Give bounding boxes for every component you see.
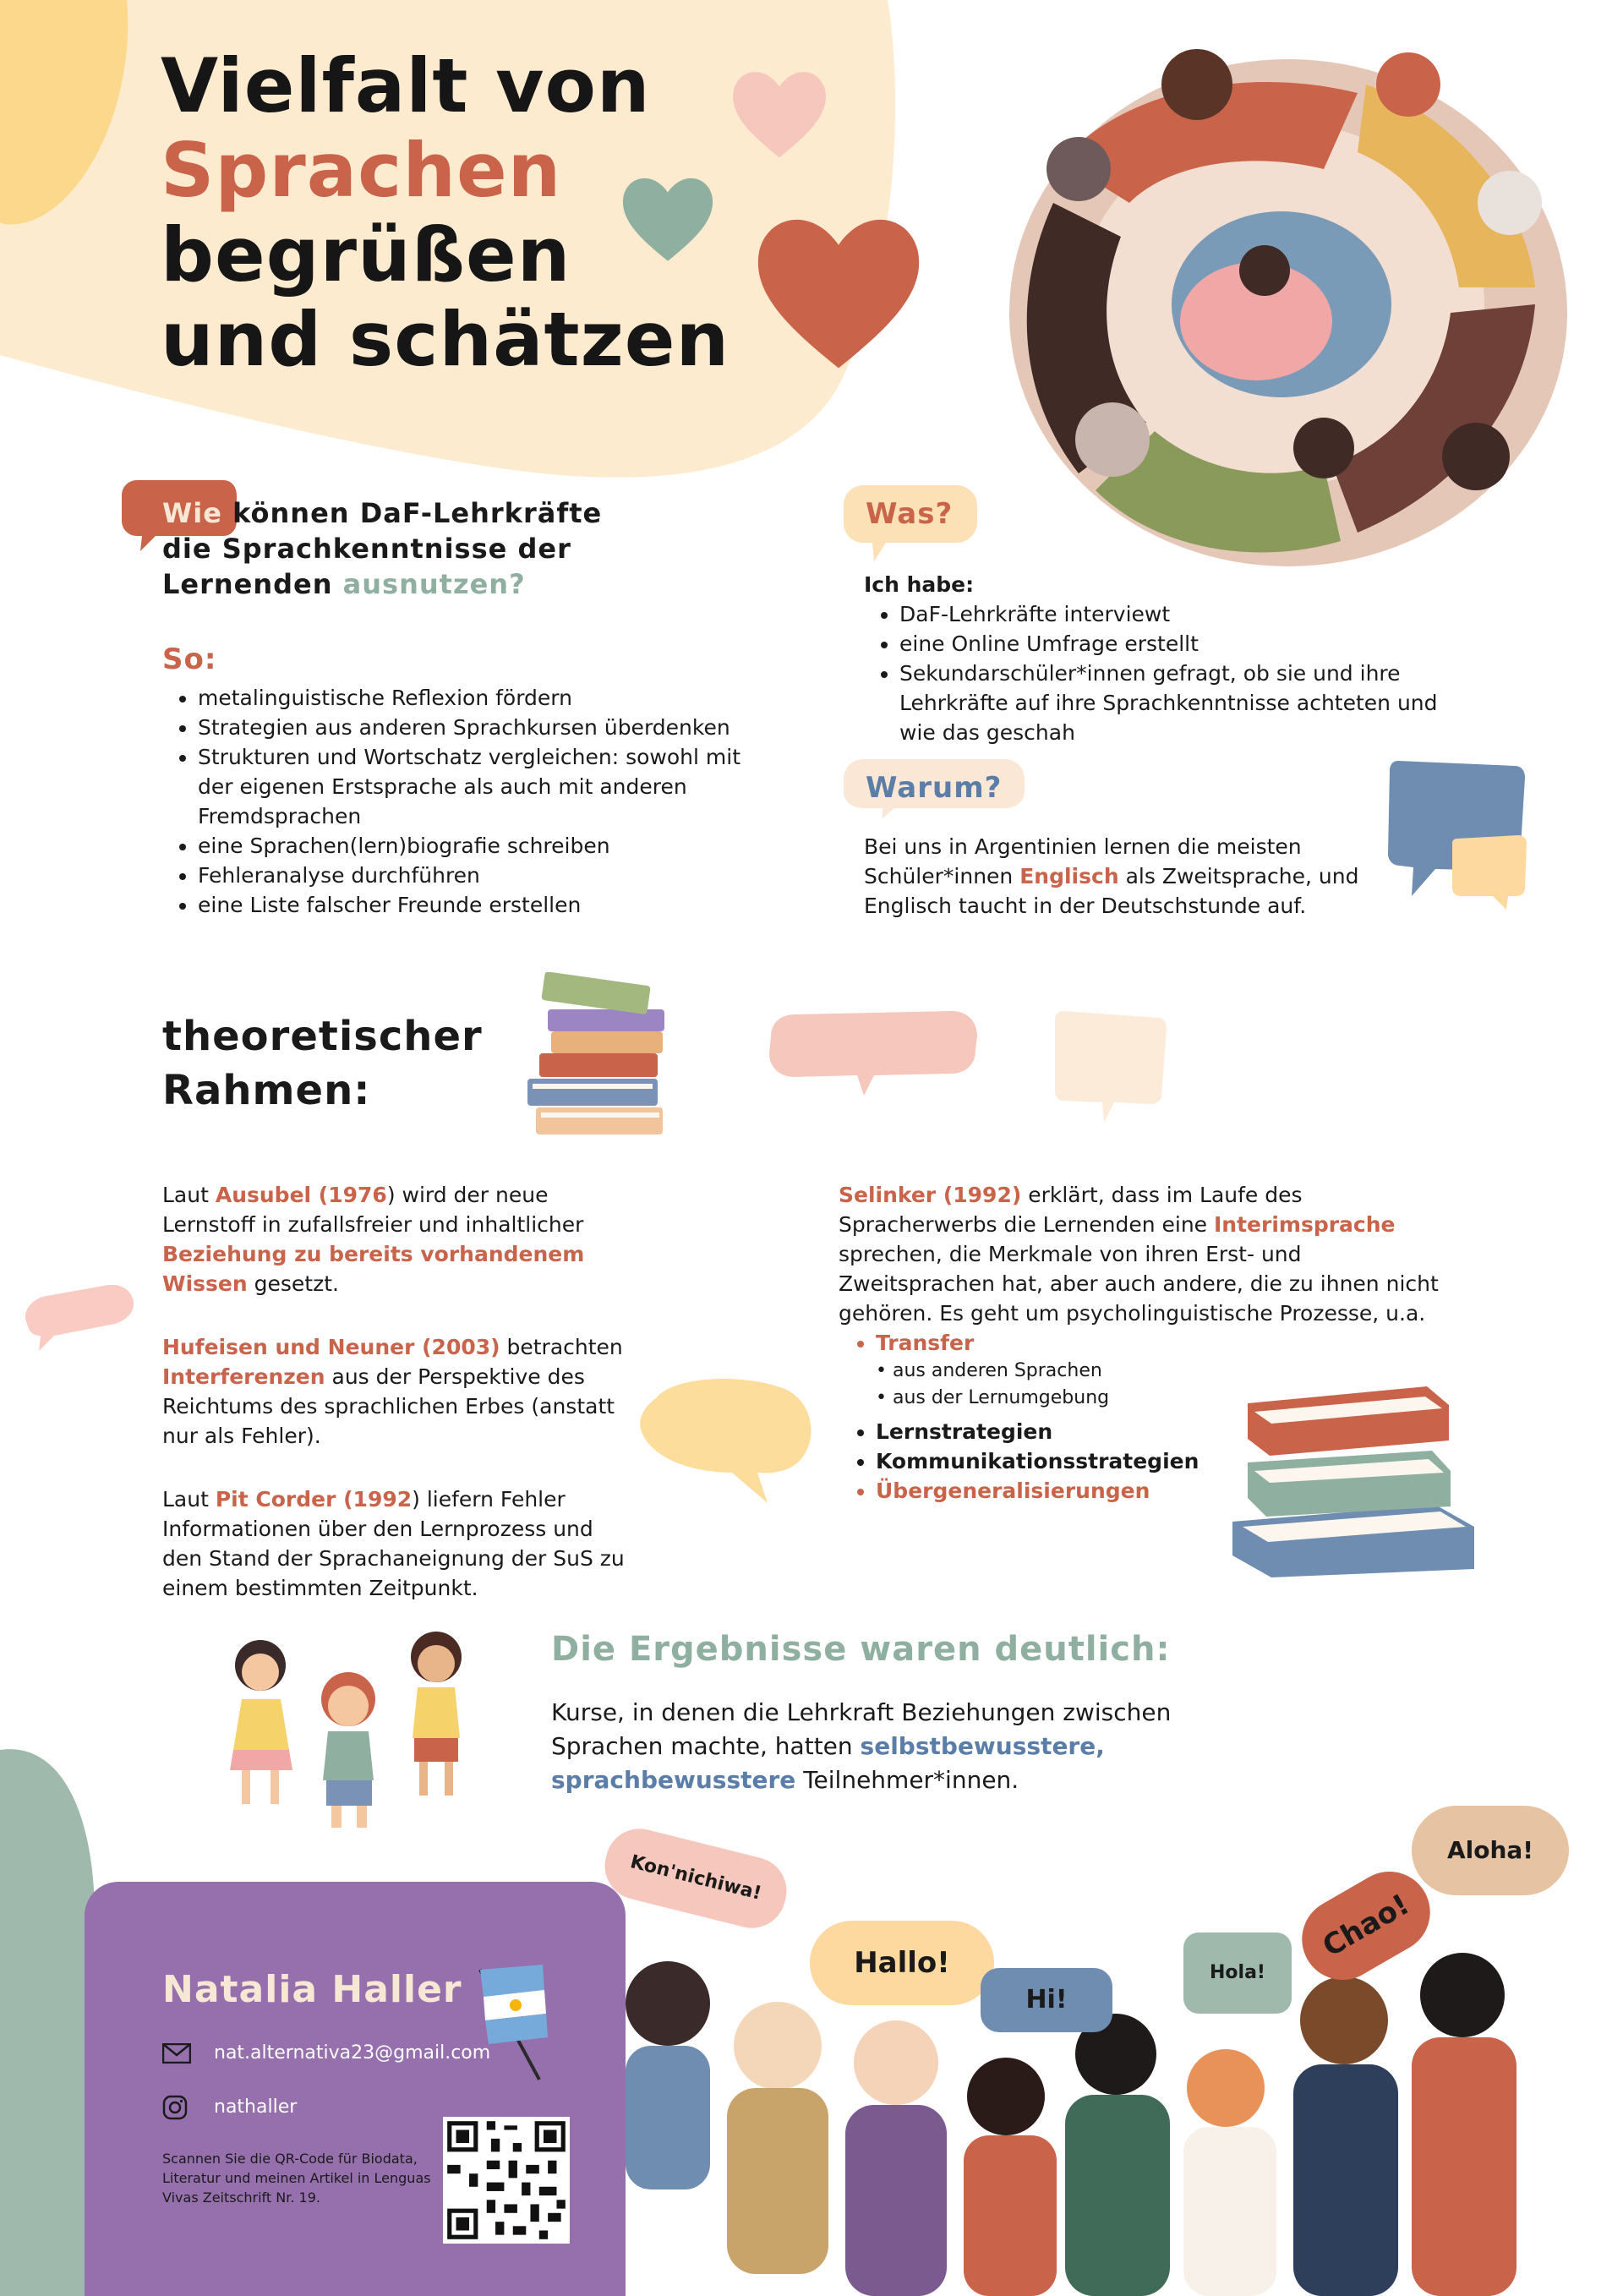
wie-question: [162, 495, 686, 602]
was-label: Was?: [866, 497, 954, 531]
results-accent: selbstbewusstere, sprachbewusstere: [551, 1732, 1105, 1794]
instagram-handle[interactable]: nathaller: [214, 2096, 298, 2118]
greeting-text: Hi!: [1025, 1985, 1068, 2014]
community-circle-illustration: [1003, 34, 1574, 575]
title-line-4: und schätzen: [161, 296, 730, 383]
book-stack-large-icon: [1232, 1378, 1474, 1577]
mail-icon: [162, 2043, 191, 2064]
theory-title-line-1: theoretischer: [162, 1013, 483, 1060]
so-label: So:: [162, 642, 217, 676]
list-item: • Fehleranalyse durchführen: [198, 861, 781, 890]
page-title: [161, 44, 730, 382]
hufeisen-mid: betrachten: [500, 1335, 623, 1359]
list-item: • eine Liste falscher Freunde erstellen: [198, 890, 781, 920]
theory-title-line-2: Rahmen:: [162, 1067, 371, 1114]
ausubel-paragraph: [162, 1180, 636, 1298]
corder-paragraph: [162, 1484, 636, 1603]
greeting-bubble: [1412, 1806, 1569, 1895]
instagram-icon: [162, 2095, 188, 2120]
ausubel-accent: Beziehung zu bereits vorhandenem Wissen: [162, 1242, 585, 1296]
email-row[interactable]: [162, 2042, 490, 2064]
corder-name: Pit Corder (1992: [215, 1487, 413, 1512]
selinker-post: sprechen, die Merkmale von ihren Erst- und Zweitsprachen hat, aber auch andere, die zu ihnen nicht gehören. Es geht um psycholinguistische Prozesse, u.a.: [839, 1242, 1439, 1326]
title-line-2: Sprachen: [161, 127, 562, 214]
title-line-1: Vielfalt von: [161, 42, 651, 129]
corder-pre: Laut: [162, 1487, 216, 1512]
wie-text-1: können DaF-Lehrkräfte: [221, 497, 603, 529]
greeting-text: Hola!: [1210, 1962, 1265, 1983]
instagram-row[interactable]: [162, 2095, 297, 2120]
argentina-flag-icon: [463, 1961, 556, 2088]
qr-code[interactable]: [443, 2117, 570, 2244]
heart-icon-orange: [751, 203, 926, 385]
title-line-3: begrüßen: [161, 211, 571, 298]
list-item: • metalinguistische Reflexion fördern: [198, 683, 781, 713]
greeting-bubble: [981, 1968, 1112, 2032]
warum-text: [864, 832, 1371, 921]
so-list: [162, 683, 781, 920]
list-item: • DaF-Lehrkräfte interviewt: [899, 599, 1456, 629]
wie-highlight: Wie: [162, 497, 222, 529]
ausubel-post: gesetzt.: [247, 1271, 339, 1296]
cream-speech-bubble: [1055, 1011, 1167, 1123]
greeting-text: Hallo!: [854, 1946, 950, 1980]
warum-label: Warum?: [866, 771, 1003, 805]
greeting-text: Chao!: [1316, 1887, 1416, 1965]
list-item: • aus der Lernumgebung: [876, 1385, 1447, 1412]
list-item: • Sekundarschüler*innen gefragt, ob sie und ihre Lehrkräfte auf ihre Sprachkenntnisse achteten und wie das geschah: [899, 659, 1456, 747]
jumping-kids-illustration: [208, 1632, 495, 1834]
wie-text-3: Lernenden: [162, 568, 343, 600]
greeting-bubble: [810, 1921, 994, 2005]
people-row-illustration: [558, 1902, 1623, 2296]
greeting-bubble: [1183, 1932, 1292, 2014]
list-item: • Strategien aus anderen Sprachkursen überdenken: [198, 713, 781, 742]
results-text: [551, 1696, 1194, 1797]
corder-post: ) liefern Fehler Informationen über den Lernprozess und den Stand der Sprachaneignung der SuS zu einem bestimmten Zeitpunkt.: [162, 1487, 625, 1600]
list-item: • Strukturen und Wortschatz vergleichen: sowohl mit der eigenen Erstsprache als auch mit anderen Fremdsprachen: [198, 742, 781, 831]
process-item: • Lernstrategien: [876, 1417, 1447, 1446]
selinker-mid: erklärt, dass im Laufe des Spracherwerbs die Lernenden eine: [839, 1183, 1303, 1237]
process-item: • Übergeneralisierungen: [876, 1476, 1447, 1506]
ausubel-mid: ) wird der neue Lernstoff in zufallsfreier und inhaltlicher: [162, 1183, 584, 1237]
ausubel-name: Ausubel (1976: [215, 1183, 387, 1207]
process-transfer: • Transfer: [876, 1328, 1447, 1358]
hufeisen-name: Hufeisen und Neuner (2003): [162, 1335, 500, 1359]
pink-speech-bubble: [769, 1011, 977, 1099]
yellow-speech-bubble: [639, 1373, 815, 1503]
author-name: Natalia Haller: [162, 1968, 462, 2011]
theory-left-column: [162, 1180, 636, 1637]
warum-text-1: Bei uns in Argentinien lernen die meisten Schüler*innen: [864, 834, 1302, 888]
greeting-text: Aloha!: [1446, 1836, 1534, 1864]
selinker-paragraph: [839, 1180, 1447, 1328]
was-section: [864, 570, 1456, 747]
wie-text-2: die Sprachkenntnisse der: [162, 533, 571, 565]
list-item: • eine Sprachen(lern)biografie schreiben: [198, 831, 781, 861]
hufeisen-accent: Interferenzen: [162, 1364, 325, 1389]
results-title: Die Ergebnisse waren deutlich:: [551, 1630, 1171, 1669]
email-link[interactable]: nat.alternativa23@gmail.com: [214, 2042, 491, 2064]
process-item: • Kommunikationsstrategien: [876, 1446, 1447, 1476]
results-text-2: Teilnehmer*innen.: [795, 1766, 1019, 1794]
qr-note: Scannen Sie die QR-Code für Biodata, Literatur und meinen Artikel in Lenguas Vivas Zeitschrift Nr. 19.: [162, 2151, 431, 2206]
pink-speech-bubble-small: [20, 1285, 135, 1353]
wie-accent: ausnutzen?: [342, 568, 526, 600]
results-text-1: Kurse, in denen die Lehrkraft Beziehungen zwischen Sprachen machte, hatten: [551, 1698, 1172, 1760]
hufeisen-paragraph: [162, 1332, 636, 1451]
warum-accent: Englisch: [1019, 864, 1119, 888]
was-intro: Ich habe:: [864, 572, 975, 597]
hufeisen-post: aus der Perspektive des Reichtums des sprachlichen Erbes (anstatt nur als Fehler).: [162, 1364, 615, 1448]
chat-bubbles-icon: [1388, 761, 1527, 910]
list-item: • eine Online Umfrage erstellt: [899, 629, 1456, 659]
list-item: • aus anderen Sprachen: [876, 1358, 1447, 1385]
greeting-text: Kon'nichiwa!: [628, 1851, 764, 1905]
warum-text-2: als Zweitsprache, und Englisch taucht in der Deutschstunde auf.: [864, 864, 1359, 918]
heart-icon-pink: [729, 61, 830, 169]
book-stack-icon: [522, 972, 675, 1141]
selinker-accent: Interimsprache: [1214, 1212, 1396, 1237]
ausubel-pre: Laut: [162, 1183, 216, 1207]
selinker-name: Selinker (1992): [839, 1183, 1022, 1207]
theory-title: [162, 1009, 483, 1118]
